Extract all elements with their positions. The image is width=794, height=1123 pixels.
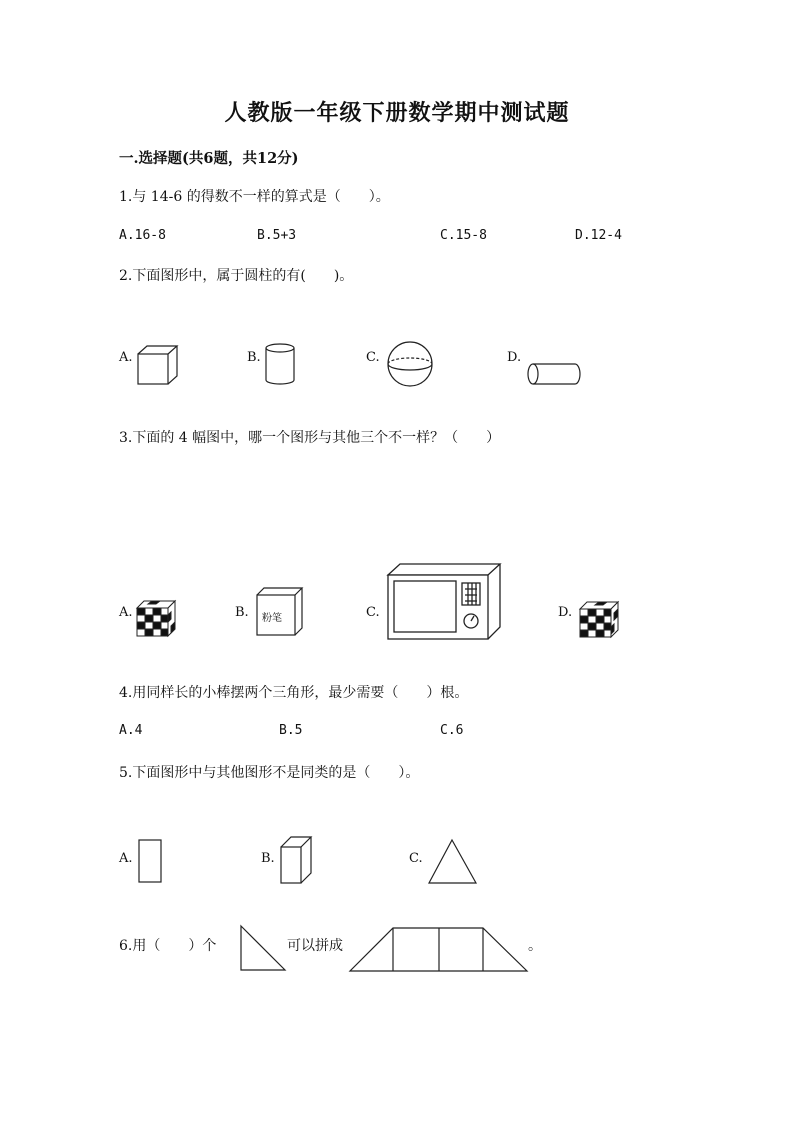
triangle-icon	[427, 838, 481, 886]
q1-option-c[interactable]: C.15-8	[440, 228, 487, 243]
section-heading: 一.选择题(共6题，共12分)	[119, 150, 299, 167]
q2-option-b[interactable]: B.	[247, 350, 261, 365]
rubiks-cube-icon	[577, 599, 623, 641]
q4-option-b[interactable]: B.5	[279, 723, 303, 738]
q1-option-b[interactable]: B.5+3	[257, 228, 297, 243]
sphere-icon	[386, 341, 436, 389]
q1-option-d[interactable]: D.12-4	[575, 228, 622, 243]
question-6-text-end: 。	[528, 938, 542, 954]
question-1-text: 1.与 14-6 的得数不一样的算式是（ ）。	[119, 189, 390, 205]
cylinder-icon	[263, 342, 299, 388]
question-5-text: 5.下面图形中与其他图形不是同类的是（ ）。	[119, 765, 420, 781]
cube-icon	[135, 343, 185, 388]
right-triangle-icon	[239, 924, 289, 974]
question-4-text: 4.用同样长的小棒摆两个三角形，最少需要（ ）根。	[119, 685, 469, 701]
q1-option-a[interactable]: A.16-8	[119, 228, 166, 243]
q5-option-a[interactable]: A.	[119, 851, 133, 866]
rubiks-cube-icon	[134, 598, 180, 640]
q4-option-c[interactable]: C.6	[440, 723, 464, 738]
chalk-box-label: 粉笔	[262, 613, 282, 624]
q2-option-c[interactable]: C.	[366, 350, 380, 365]
question-6-text-middle: 可以拼成	[287, 938, 343, 954]
q5-option-c[interactable]: C.	[409, 851, 423, 866]
question-6-text-start: 6.用（ ）个	[119, 938, 217, 954]
q2-option-d[interactable]: D.	[507, 350, 522, 365]
q5-option-b[interactable]: B.	[261, 851, 275, 866]
q3-option-b[interactable]: B.	[235, 605, 249, 620]
rectangle-icon	[137, 838, 165, 886]
trapezoid-icon	[348, 926, 530, 974]
microwave-icon	[386, 561, 504, 643]
question-3-text: 3.下面的 4 幅图中，哪一个图形与其他三个不一样？（ ）	[119, 430, 501, 446]
page-title: 人教版一年级下册数学期中测试题	[224, 100, 570, 126]
question-2-text: 2.下面图形中，属于圆柱的有( )。	[119, 268, 354, 284]
q3-option-a[interactable]: A.	[119, 605, 133, 620]
q3-option-d[interactable]: D.	[558, 605, 573, 620]
cuboid-icon	[279, 835, 315, 887]
q3-option-c[interactable]: C.	[366, 605, 380, 620]
q4-option-a[interactable]: A.4	[119, 723, 143, 738]
lying-cylinder-icon	[525, 361, 585, 387]
q2-option-a[interactable]: A.	[119, 350, 133, 365]
